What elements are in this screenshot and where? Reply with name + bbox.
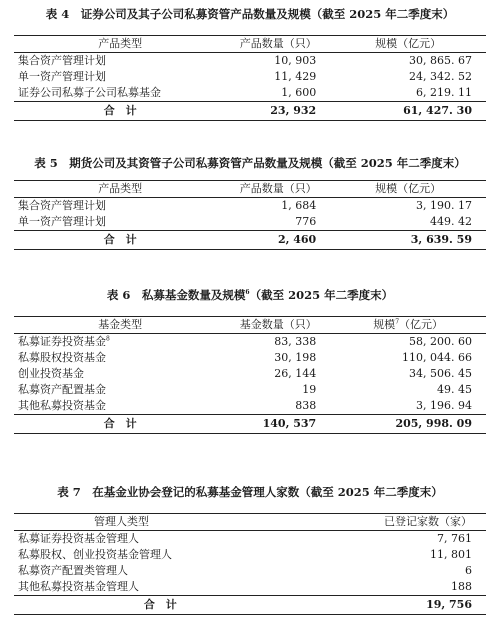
total-scale: 3, 639. 59 bbox=[410, 233, 472, 246]
table-4-section bbox=[14, 7, 486, 121]
table-row bbox=[14, 69, 486, 85]
row-label: 单一资产管理计划 bbox=[18, 70, 106, 83]
total-label: 合 计 bbox=[143, 598, 177, 611]
header-product-type: 产品类型 bbox=[98, 182, 143, 195]
header-fund-count: 基金数量（只） bbox=[239, 318, 317, 331]
total-label: 合 计 bbox=[103, 233, 137, 246]
row-count: 1, 600 bbox=[281, 86, 317, 99]
header-manager-type: 管理人类型 bbox=[94, 515, 149, 528]
table-row bbox=[14, 563, 486, 579]
table-row bbox=[14, 334, 486, 351]
row-count: 19 bbox=[302, 383, 317, 396]
table-5 bbox=[14, 180, 486, 250]
row-label: 其他私募投资基金管理人 bbox=[18, 580, 139, 593]
row-label: 私募资产配置类管理人 bbox=[18, 564, 128, 577]
table-4 bbox=[14, 35, 486, 121]
row-label: 创业投资基金 bbox=[18, 367, 84, 380]
row-count: 11, 801 bbox=[430, 548, 472, 561]
header-scale-unit: （亿元） bbox=[399, 318, 444, 331]
row-scale: 6, 219. 11 bbox=[416, 86, 472, 99]
footnote-marker: 6 bbox=[245, 289, 250, 297]
row-count: 10, 903 bbox=[274, 54, 317, 67]
table-6-caption-text: 表 6 私募基金数量及规模 bbox=[106, 288, 246, 302]
table-row bbox=[14, 198, 486, 215]
row-count: 83, 338 bbox=[274, 335, 317, 348]
row-scale: 34, 506. 45 bbox=[409, 367, 472, 380]
table-6 bbox=[14, 316, 486, 434]
header-scale: 规模（亿元） bbox=[375, 37, 442, 50]
row-label: 证券公司私募子公司私募基金 bbox=[18, 86, 161, 99]
table-row bbox=[14, 531, 486, 548]
footnote-marker: 7 bbox=[395, 318, 400, 326]
header-scale: 规模（亿元） bbox=[375, 182, 442, 195]
row-label-text: 私募证券投资基金 bbox=[18, 335, 106, 348]
table-5-caption: 表 5 期货公司及其资管子公司私募资管产品数量及规模（截至 2025 年二季度末） bbox=[34, 156, 466, 170]
header-product-count: 产品数量（只） bbox=[239, 37, 317, 50]
row-scale: 449. 42 bbox=[430, 215, 472, 228]
row-label: 其他私募投资基金 bbox=[18, 399, 106, 412]
table-row bbox=[14, 366, 486, 382]
total-row bbox=[14, 415, 486, 434]
row-scale: 24, 342. 52 bbox=[409, 70, 472, 83]
row-label: 集合资产管理计划 bbox=[18, 54, 106, 67]
table-header-row bbox=[14, 317, 486, 334]
table-4-caption: 表 4 证券公司及其子公司私募资管产品数量及规模（截至 2025 年二季度末） bbox=[45, 7, 455, 21]
header-registered-count: 已登记家数（家） bbox=[384, 515, 472, 528]
table-row bbox=[14, 53, 486, 70]
table-row bbox=[14, 579, 486, 596]
header-fund-type: 基金类型 bbox=[98, 318, 143, 331]
table-5-section bbox=[14, 156, 486, 250]
header-product-type: 产品类型 bbox=[98, 37, 143, 50]
table-6-caption-tail: （截至 2025 年二季度末） bbox=[249, 288, 394, 302]
row-scale: 3, 190. 17 bbox=[416, 199, 472, 212]
row-label: 私募股权、创业投资基金管理人 bbox=[18, 548, 172, 561]
row-label: 集合资产管理计划 bbox=[18, 199, 106, 212]
table-row bbox=[14, 350, 486, 366]
row-count: 776 bbox=[295, 215, 317, 228]
row-scale: 30, 865. 67 bbox=[409, 54, 472, 67]
total-count: 19, 756 bbox=[426, 598, 472, 611]
total-count: 23, 932 bbox=[270, 104, 317, 117]
row-count: 30, 198 bbox=[274, 351, 317, 364]
table-row bbox=[14, 85, 486, 102]
row-scale: 58, 200. 60 bbox=[409, 335, 472, 348]
total-row bbox=[14, 102, 486, 121]
table-row bbox=[14, 382, 486, 398]
table-7-caption: 表 7 在基金业协会登记的私募基金管理人家数（截至 2025 年二季度末） bbox=[57, 485, 443, 499]
table-7-section bbox=[14, 485, 486, 615]
row-count: 11, 429 bbox=[274, 70, 317, 83]
header-scale-text: 规模 bbox=[373, 318, 396, 331]
table-header-row bbox=[14, 181, 486, 198]
table-6-section bbox=[14, 288, 486, 434]
total-row bbox=[14, 596, 486, 615]
table-7 bbox=[14, 513, 486, 615]
header-product-count: 产品数量（只） bbox=[239, 182, 317, 195]
total-label: 合 计 bbox=[103, 417, 137, 430]
row-count: 6 bbox=[465, 564, 472, 577]
table-row bbox=[14, 214, 486, 231]
table-row bbox=[14, 547, 486, 563]
total-count: 140, 537 bbox=[262, 417, 317, 430]
row-count: 26, 144 bbox=[274, 367, 317, 380]
total-row bbox=[14, 231, 486, 250]
row-label: 私募证券投资基金管理人 bbox=[18, 532, 139, 545]
row-scale: 3, 196. 94 bbox=[416, 399, 472, 412]
total-count: 2, 460 bbox=[277, 233, 317, 246]
total-scale: 205, 998. 09 bbox=[395, 417, 472, 430]
row-count: 1, 684 bbox=[281, 199, 317, 212]
row-count: 188 bbox=[451, 580, 472, 593]
header-scale bbox=[330, 317, 486, 334]
table-row bbox=[14, 398, 486, 415]
row-label: 单一资产管理计划 bbox=[18, 215, 106, 228]
table-header-row bbox=[14, 36, 486, 53]
table-header-row bbox=[14, 514, 486, 531]
table-6-caption bbox=[14, 288, 486, 302]
row-label: 私募股权投资基金 bbox=[18, 351, 106, 364]
total-label: 合 计 bbox=[103, 104, 137, 117]
row-scale: 49. 45 bbox=[437, 383, 472, 396]
row-scale: 110, 044. 66 bbox=[402, 351, 472, 364]
row-label: 私募资产配置基金 bbox=[18, 383, 106, 396]
row-count: 7, 761 bbox=[437, 532, 472, 545]
footnote-marker: 8 bbox=[106, 335, 110, 343]
total-scale: 61, 427. 30 bbox=[403, 104, 472, 117]
row-label bbox=[14, 334, 226, 351]
row-count: 838 bbox=[295, 399, 317, 412]
